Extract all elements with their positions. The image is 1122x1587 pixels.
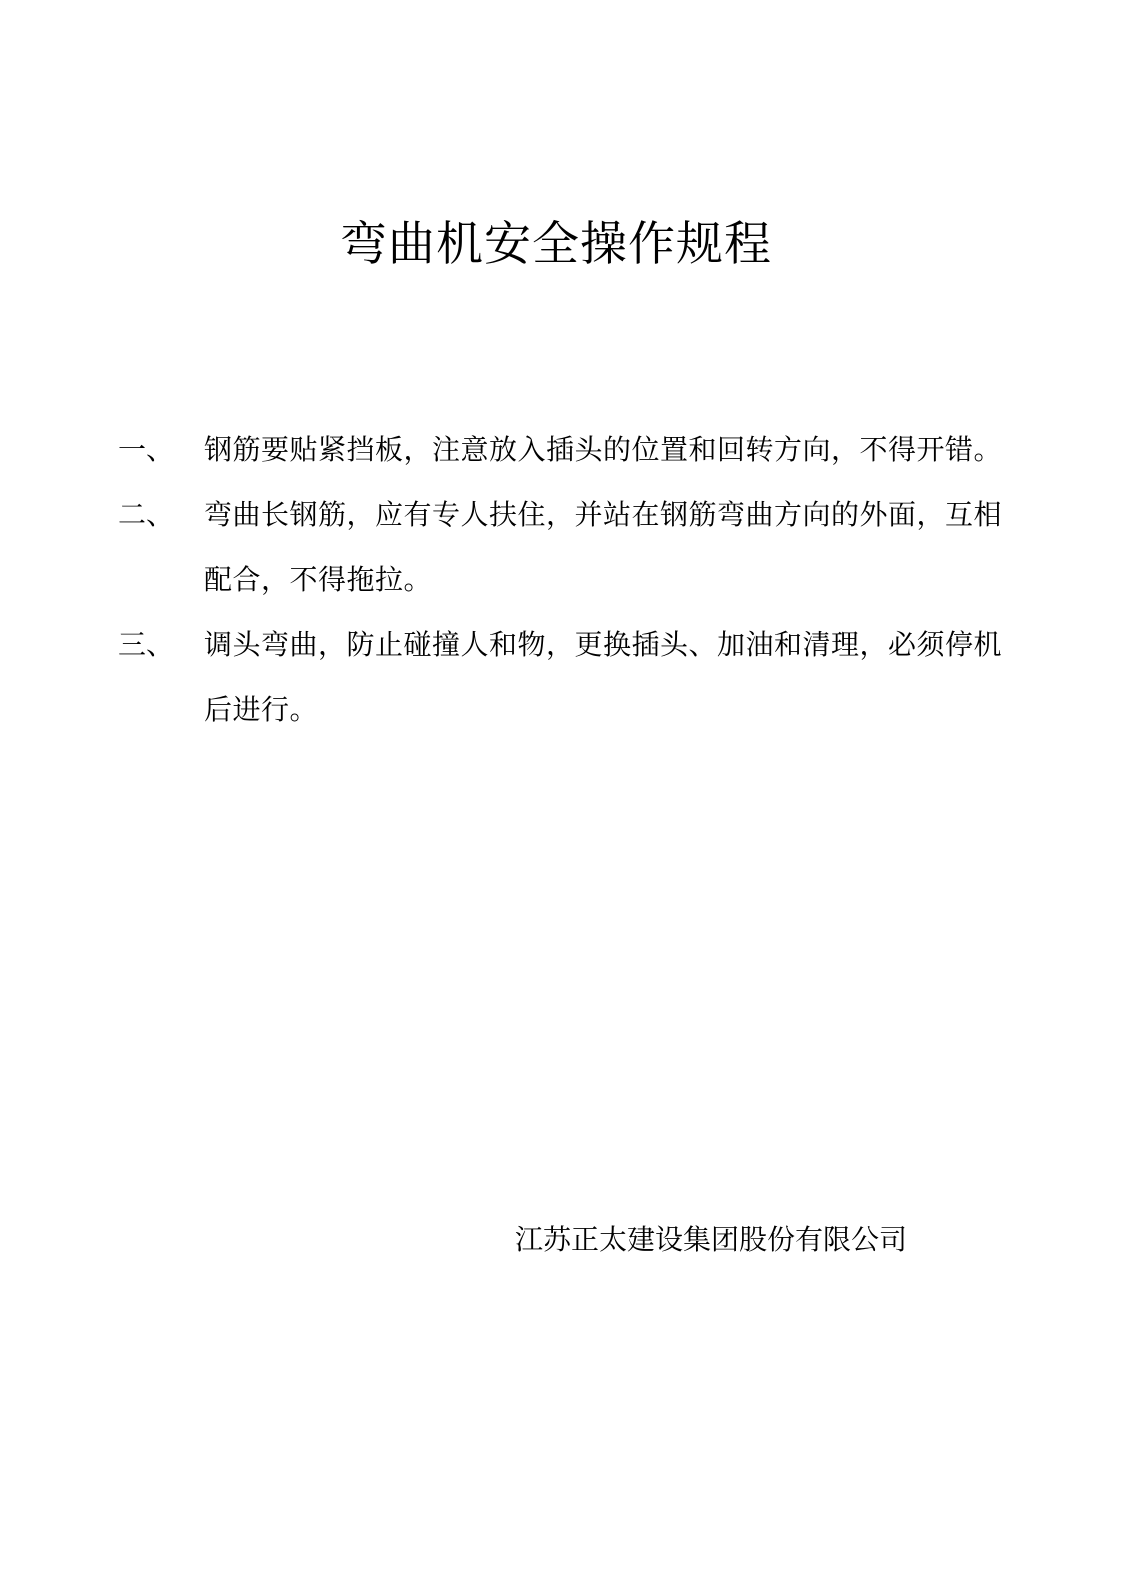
rule-item-3 (118, 612, 1008, 742)
rule-number: 一、 (118, 433, 175, 466)
company-name: 江苏正太建设集团股份有限公司 (515, 1223, 908, 1256)
rule-text: 调头弯曲，防止碰撞人和物，更换插头、加油和清理，必须停机后进行。 (204, 628, 1003, 726)
document-title: 弯曲机安全操作规程 (340, 217, 772, 272)
rules-list (118, 417, 1008, 742)
rule-item-1 (118, 417, 1008, 482)
rule-number: 二、 (118, 498, 175, 531)
rule-item-2 (118, 482, 1008, 612)
rule-text: 弯曲长钢筋，应有专人扶住，并站在钢筋弯曲方向的外面，互相配合，不得拖拉。 (204, 498, 1003, 596)
rule-text: 钢筋要贴紧挡板，注意放入插头的位置和回转方向，不得开错。 (204, 433, 1003, 466)
rule-number: 三、 (118, 628, 175, 661)
